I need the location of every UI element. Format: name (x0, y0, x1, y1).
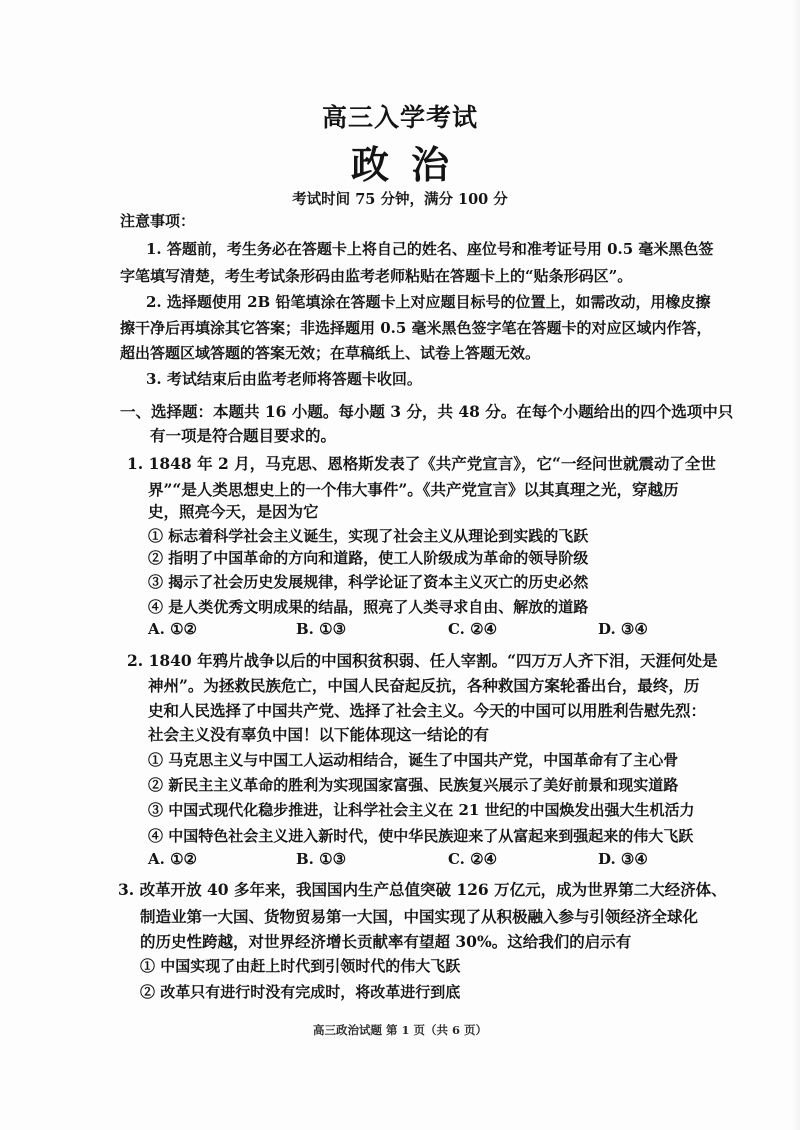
section-heading (120, 398, 733, 425)
notice-line-4: 擦干净后再填涂其它答案；非选择题用 0.5 毫米黑色签字笔在答题卡的对应区域内作答， (120, 319, 712, 337)
question-2-stem (148, 672, 699, 699)
question-2-stem (127, 647, 718, 674)
question-stem-line: 2. 1840 年鸦片战争以后的中国积贫积弱、任人宰割。“四万万人齐下泪，天涯何处是 (127, 651, 718, 670)
question-3-item (140, 953, 460, 980)
statement-item: ① 马克思主义与中国工人运动相结合，诞生了中国共产党，中国革命有了主心骨 (148, 751, 679, 769)
notice-line (146, 236, 713, 263)
statement-item: ④ 中国特色社会主义进入新时代，使中华民族迎来了从富起来到强起来的伟大飞跃 (148, 827, 694, 845)
statement-item: ③ 中国式现代化稳步推进，让科学社会主义在 21 世纪的中国焕发出强大生机活力 (148, 801, 695, 819)
subject-title: 政治 (350, 142, 471, 187)
question-2-stem (148, 697, 706, 724)
question-2-options (148, 850, 668, 876)
question-stem-line: 社会主义没有辜负中国！以下能体现这一结论的有 (148, 725, 490, 744)
question-stem-line: 的历史性跨越，对世界经济增长贡献率有望超 30%。这给我们的启示有 (140, 932, 632, 951)
scan-edge-shadow (790, 0, 800, 1130)
notice-line (120, 340, 540, 367)
notice-line (146, 289, 710, 316)
section-heading (150, 422, 336, 449)
question-2-item (148, 747, 678, 774)
question-3-item (140, 979, 460, 1006)
statement-item: ④ 是人类优秀文明成果的结晶，照亮了人类寻求自由、解放的道路 (148, 598, 589, 616)
question-2-item (148, 772, 678, 799)
question-stem-line: 制造业第一大国、货物贸易第一大国，中国实现了从积极融入参与引领经济全球化 (140, 907, 699, 926)
question-3-stem (118, 876, 727, 903)
notice-line-2: 字笔填写清楚，考生考试条形码由监考老师粘贴在答题卡上的“贴条形码区”。 (120, 267, 633, 285)
question-1-stem (127, 450, 716, 477)
question-stem-line: 史和人民选择了中国共产党、选择了社会主义。今天的中国可以用胜利告慰先烈： (148, 701, 707, 720)
option-b[interactable]: B. ①③ (296, 620, 347, 638)
question-stem-line: 1. 1848 年 2 月，马克思、恩格斯发表了《共产党宣言》，它“一经问世就震动了全世 (127, 454, 716, 473)
question-stem-line: 史，照亮今天，是因为它 (148, 502, 319, 521)
question-stem-line: 界”“是人类思想史上的一个伟大事件”。《共产党宣言》以其真理之光，穿越历 (148, 480, 679, 499)
question-stem-line: 3. 改革开放 40 多年来，我国国内生产总值突破 126 万亿元，成为世界第二大经济体、 (118, 880, 727, 899)
question-1-stem (148, 498, 319, 525)
exam-info: 考试时间 75 分钟，满分 100 分 (292, 191, 508, 208)
question-3-stem (140, 903, 698, 930)
statement-item: ③ 揭示了社会历史发展规律，科学论证了资本主义灭亡的历史必然 (148, 573, 589, 591)
statement-item: ② 指明了中国革命的方向和道路，使工人阶级成为革命的领导阶级 (148, 549, 589, 567)
question-stem-line: 神州”。为拯救民族危亡，中国人民奋起反抗，各种救国方案轮番出台，最终，历 (148, 676, 700, 695)
question-1-item (148, 545, 588, 572)
notice-line-6: 3. 考试结束后由监考老师将答题卡收回。 (146, 370, 422, 388)
statement-item: ② 新民主主义革命的胜利为实现国家富强、民族复兴展示了美好前景和现实道路 (148, 776, 679, 794)
notice-line-3: 2. 选择题使用 2B 铅笔填涂在答题卡上对应题目标号的位置上，如需改动，用橡皮擦 (146, 293, 711, 311)
question-3-stem (140, 928, 631, 955)
notice-line (120, 263, 632, 290)
section-line-2: 有一项是符合题目要求的。 (150, 426, 337, 445)
option-a[interactable]: A. ①② (148, 850, 197, 868)
notice-line-5: 超出答题区域答题的答案无效；在草稿纸上、试卷上答题无效。 (120, 344, 541, 362)
option-d[interactable]: D. ③④ (598, 850, 648, 868)
notice-heading: 注意事项： (120, 212, 196, 230)
question-1-item (148, 569, 588, 596)
statement-item: ② 改革只有进行时没有完成时，将改革进行到底 (140, 983, 461, 1001)
statement-item: ① 中国实现了由赶上时代到引领时代的伟大飞跃 (140, 957, 461, 975)
question-2-item (148, 797, 695, 824)
exam-title: 高三入学考试 (321, 103, 478, 132)
notice-line-1: 1. 答题前，考生务必在答题卡上将自己的姓名、座位号和准考证号用 0.5 毫米黑色签 (146, 240, 714, 258)
question-1-item (148, 594, 588, 621)
page-footer: 高三政治试题 第 1 页（共 6 页） (312, 1023, 488, 1037)
statement-item: ① 标志着科学社会主义诞生，实现了社会主义从理论到实践的飞跃 (148, 527, 589, 545)
question-1-options (148, 620, 668, 646)
notice-line (120, 315, 712, 342)
notice-line (146, 366, 422, 393)
question-2-stem (148, 721, 489, 748)
option-b[interactable]: B. ①③ (296, 850, 347, 868)
option-d[interactable]: D. ③④ (598, 620, 648, 638)
question-2-item (148, 823, 693, 850)
option-c[interactable]: C. ②④ (448, 620, 498, 638)
option-c[interactable]: C. ②④ (448, 850, 498, 868)
section-line-1: 一、选择题：本题共 16 小题。每小题 3 分，共 48 分。在每个小题给出的四个选项中只 (120, 402, 734, 421)
option-a[interactable]: A. ①② (148, 620, 197, 638)
